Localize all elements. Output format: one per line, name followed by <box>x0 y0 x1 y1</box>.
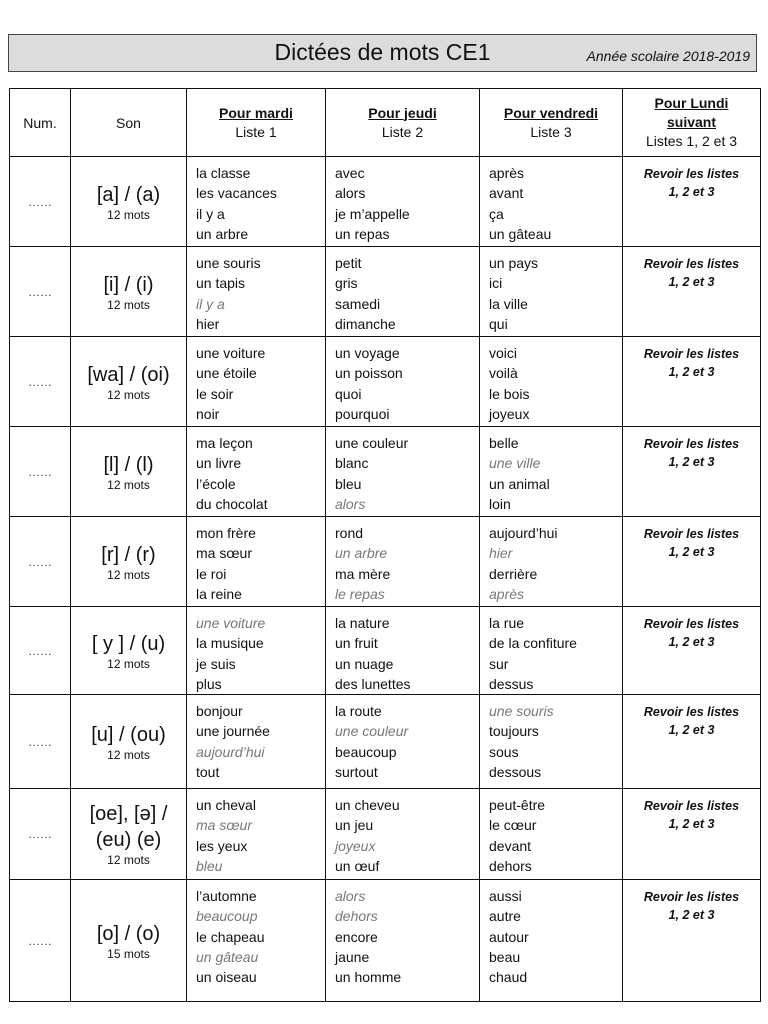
sound-cell <box>71 337 187 427</box>
word: derrière <box>489 565 538 582</box>
word: un nuage <box>335 655 394 672</box>
sound-cell <box>71 427 187 517</box>
word: un animal <box>489 475 550 492</box>
header-num-label: Num. <box>23 114 57 131</box>
header-lundi-day-2: suivant <box>666 114 716 130</box>
word: un poisson <box>335 365 403 382</box>
header-jeudi-list: Liste 2 <box>381 123 424 140</box>
word: tout <box>196 764 220 781</box>
review-word: hier <box>489 545 513 562</box>
table-row <box>10 247 761 337</box>
word-count: 12 mots <box>107 477 150 492</box>
word: le cœur <box>489 817 537 834</box>
words-jeudi <box>326 247 480 337</box>
review-word: joyeux <box>335 837 376 854</box>
review-line-1: Revoir les listes <box>643 890 740 905</box>
word: bleu <box>335 475 362 492</box>
header-mardi-list: Liste 1 <box>235 123 277 140</box>
header-lundi-list: Listes 1, 2 et 3 <box>645 133 738 149</box>
word: encore <box>335 928 378 945</box>
word: beau <box>489 949 521 966</box>
word: avec <box>335 165 365 181</box>
word: sous <box>489 743 519 760</box>
word: le roi <box>196 565 227 582</box>
words-jeudi <box>326 695 480 789</box>
words-vendredi <box>480 517 623 607</box>
review-instruction <box>623 517 761 607</box>
review-line-1: Revoir les listes <box>643 167 740 181</box>
word: avant <box>489 185 524 202</box>
table-row <box>10 517 761 607</box>
word: un pays <box>489 255 539 271</box>
header-son-label: Son <box>116 114 141 131</box>
word: aussi <box>489 888 522 905</box>
row-number-blank: …… <box>10 337 71 427</box>
review-word: le repas <box>335 585 385 602</box>
table-row <box>10 427 761 517</box>
word: loin <box>489 495 511 512</box>
word: une souris <box>196 255 261 271</box>
word: une étoile <box>196 365 257 382</box>
word: dessus <box>489 675 534 692</box>
word-count: 12 mots <box>107 297 150 312</box>
word: l’école <box>196 475 236 492</box>
word: peut-être <box>489 797 546 814</box>
header-jeudi <box>326 89 480 157</box>
review-line-2: 1, 2 et 3 <box>668 817 715 832</box>
review-word: une voiture <box>196 615 266 631</box>
sound-symbol: [a] / (a) <box>96 183 161 206</box>
sound-cell <box>71 517 187 607</box>
header-lundi-day: Pour Lundi <box>654 95 729 111</box>
review-line-2: 1, 2 et 3 <box>668 455 715 469</box>
sound-cell <box>71 157 187 247</box>
word: la classe <box>196 165 251 181</box>
dictation-table <box>9 88 761 1002</box>
word: un homme <box>335 969 402 986</box>
word: voici <box>489 345 518 361</box>
header-mardi-day: Pour mardi <box>219 104 293 121</box>
review-word: aujourd’hui <box>196 743 265 760</box>
word: qui <box>489 315 508 332</box>
review-word: bleu <box>196 858 223 875</box>
word: blanc <box>335 455 369 472</box>
word: une couleur <box>335 435 409 451</box>
word: un repas <box>335 225 390 242</box>
word: après <box>489 165 525 181</box>
review-word: une couleur <box>335 723 409 740</box>
word: alors <box>335 185 366 202</box>
word-count: 12 mots <box>107 656 150 671</box>
word: les yeux <box>196 837 248 854</box>
word: des lunettes <box>335 675 411 692</box>
header-vendredi-list: Liste 3 <box>530 123 572 140</box>
review-line-1: Revoir les listes <box>643 347 740 361</box>
words-vendredi <box>480 337 623 427</box>
review-instruction <box>623 157 761 247</box>
word: un œuf <box>335 858 380 875</box>
sound-cell <box>71 789 187 880</box>
word: samedi <box>335 295 381 312</box>
words-mardi <box>187 517 326 607</box>
words-mardi <box>187 607 326 695</box>
review-word: il y a <box>196 295 225 312</box>
words-vendredi <box>480 247 623 337</box>
review-line-2: 1, 2 et 3 <box>668 365 715 379</box>
words-jeudi <box>326 517 480 607</box>
word: belle <box>489 435 519 451</box>
words-vendredi <box>480 789 623 880</box>
word: la rue <box>489 615 525 631</box>
review-instruction <box>623 607 761 695</box>
word: ma sœur <box>196 545 252 562</box>
words-jeudi <box>326 157 480 247</box>
word: dehors <box>489 858 532 875</box>
review-line-2: 1, 2 et 3 <box>668 723 715 738</box>
sound-cell <box>71 607 187 695</box>
word: de la confiture <box>489 635 577 652</box>
word: du chocolat <box>196 495 268 512</box>
word: les vacances <box>196 185 277 202</box>
word: la reine <box>196 585 242 602</box>
review-line-1: Revoir les listes <box>643 257 740 271</box>
words-vendredi <box>480 880 623 1002</box>
word: dimanche <box>335 315 396 332</box>
word: pourquoi <box>335 405 390 422</box>
review-line-2: 1, 2 et 3 <box>668 908 715 923</box>
sound-cell <box>71 880 187 1002</box>
review-word: dehors <box>335 908 378 925</box>
word: un livre <box>196 455 242 472</box>
review-word: un arbre <box>335 545 388 562</box>
word: gris <box>335 275 358 292</box>
review-instruction <box>623 247 761 337</box>
words-mardi <box>187 880 326 1002</box>
review-word: une souris <box>489 703 554 720</box>
row-number-blank: …… <box>10 695 71 789</box>
review-line-1: Revoir les listes <box>643 437 740 451</box>
review-word: un gâteau <box>196 949 259 966</box>
word: hier <box>196 315 220 332</box>
word: toujours <box>489 723 539 740</box>
words-vendredi <box>480 427 623 517</box>
word: voilà <box>489 365 518 382</box>
words-jeudi <box>326 607 480 695</box>
words-mardi <box>187 695 326 789</box>
word: ici <box>489 275 503 292</box>
row-number-blank: …… <box>10 607 71 695</box>
review-line-2: 1, 2 et 3 <box>668 275 715 289</box>
header-vendredi-day: Pour vendredi <box>503 104 599 121</box>
word: un oiseau <box>196 969 257 986</box>
words-mardi <box>187 157 326 247</box>
review-instruction <box>623 427 761 517</box>
review-instruction <box>623 880 761 1002</box>
word: je suis <box>196 655 236 672</box>
row-number-blank: …… <box>10 789 71 880</box>
word: jaune <box>335 949 370 966</box>
word: une journée <box>196 723 270 740</box>
word-count: 12 mots <box>107 747 150 762</box>
word: plus <box>196 675 222 692</box>
sound-symbol: [ y ] / (u) <box>91 632 166 655</box>
header-son <box>71 89 187 157</box>
row-number-blank: …… <box>10 247 71 337</box>
word: quoi <box>335 385 362 402</box>
word: bonjour <box>196 703 243 720</box>
sound-symbol: [u] / (ou) <box>91 723 166 746</box>
header-num <box>10 89 71 157</box>
word: autour <box>489 928 529 945</box>
word: ma mère <box>335 565 391 582</box>
word: chaud <box>489 969 528 986</box>
word: un tapis <box>196 275 246 292</box>
review-word: ma sœur <box>196 817 252 834</box>
review-line-2: 1, 2 et 3 <box>668 185 715 199</box>
word: mon frère <box>196 525 256 541</box>
words-jeudi <box>326 880 480 1002</box>
word: je m’appelle <box>335 205 410 222</box>
words-mardi <box>187 789 326 880</box>
table-row <box>10 607 761 695</box>
table-row <box>10 337 761 427</box>
word: un arbre <box>196 225 249 242</box>
table-row <box>10 789 761 880</box>
row-number-blank: …… <box>10 157 71 247</box>
word: le bois <box>489 385 530 402</box>
review-instruction <box>623 789 761 880</box>
sound-cell <box>71 695 187 789</box>
word: la ville <box>489 295 528 312</box>
review-word: alors <box>335 495 366 512</box>
words-vendredi <box>480 695 623 789</box>
review-line-1: Revoir les listes <box>643 617 740 631</box>
word: la nature <box>335 615 390 631</box>
word: un voyage <box>335 345 400 361</box>
word: un cheval <box>196 797 256 814</box>
word: il y a <box>196 205 225 222</box>
word-count: 12 mots <box>107 207 150 222</box>
word-count: 12 mots <box>107 853 150 868</box>
review-instruction <box>623 695 761 789</box>
word: rond <box>335 525 364 541</box>
review-line-1: Revoir les listes <box>643 527 740 541</box>
word: petit <box>335 255 362 271</box>
sound-symbol: [wa] / (oi) <box>87 363 170 386</box>
words-jeudi <box>326 337 480 427</box>
review-word: beaucoup <box>196 908 258 925</box>
word: joyeux <box>489 405 530 422</box>
word: un jeu <box>335 817 374 834</box>
review-line-1: Revoir les listes <box>643 799 740 814</box>
sound-symbol: [l] / (l) <box>103 453 154 476</box>
review-instruction <box>623 337 761 427</box>
page-title: Dictées de mots CE1 <box>274 39 491 65</box>
sound-cell <box>71 247 187 337</box>
table-row <box>10 695 761 789</box>
header-row <box>10 89 761 157</box>
word: surtout <box>335 764 378 781</box>
header-lundi <box>623 89 761 157</box>
word: une voiture <box>196 345 266 361</box>
word: l’automne <box>196 888 257 905</box>
word: dessous <box>489 764 542 781</box>
word: un gâteau <box>489 225 552 242</box>
review-word: après <box>489 585 525 602</box>
sound-symbol: [r] / (r) <box>101 543 156 566</box>
word: beaucoup <box>335 743 397 760</box>
word: noir <box>196 405 220 422</box>
row-number-blank: …… <box>10 427 71 517</box>
title-banner <box>8 34 757 72</box>
words-vendredi <box>480 607 623 695</box>
word: aujourd’hui <box>489 525 558 541</box>
words-jeudi <box>326 427 480 517</box>
word: ma leçon <box>196 435 253 451</box>
word-count: 12 mots <box>107 567 150 582</box>
sound-symbol: [oe], [ə] / (eu) (e) <box>89 803 168 852</box>
word: devant <box>489 837 532 854</box>
sound-symbol: [o] / (o) <box>96 922 161 945</box>
word: le chapeau <box>196 928 265 945</box>
review-line-1: Revoir les listes <box>643 705 740 720</box>
word: le soir <box>196 385 234 402</box>
words-mardi <box>187 247 326 337</box>
word: un fruit <box>335 635 378 652</box>
word-count: 15 mots <box>107 946 150 961</box>
words-vendredi <box>480 157 623 247</box>
review-word: une ville <box>489 455 541 472</box>
word: sur <box>489 655 509 672</box>
word: la musique <box>196 635 264 652</box>
header-vendredi <box>480 89 623 157</box>
word: la route <box>335 703 382 720</box>
word-count: 12 mots <box>107 387 150 402</box>
word: autre <box>489 908 521 925</box>
sound-symbol: [i] / (i) <box>103 273 154 296</box>
words-jeudi <box>326 789 480 880</box>
table-row <box>10 157 761 247</box>
header-jeudi-day: Pour jeudi <box>368 104 437 121</box>
table-row <box>10 880 761 1002</box>
review-line-2: 1, 2 et 3 <box>668 635 715 649</box>
word: ça <box>489 205 504 222</box>
review-line-2: 1, 2 et 3 <box>668 545 715 559</box>
row-number-blank: …… <box>10 517 71 607</box>
header-mardi <box>187 89 326 157</box>
words-mardi <box>187 427 326 517</box>
words-mardi <box>187 337 326 427</box>
table-body <box>10 157 761 1002</box>
word: un cheveu <box>335 797 400 814</box>
school-year: Année scolaire 2018-2019 <box>586 48 750 64</box>
row-number-blank: …… <box>10 880 71 1002</box>
review-word: alors <box>335 888 366 905</box>
